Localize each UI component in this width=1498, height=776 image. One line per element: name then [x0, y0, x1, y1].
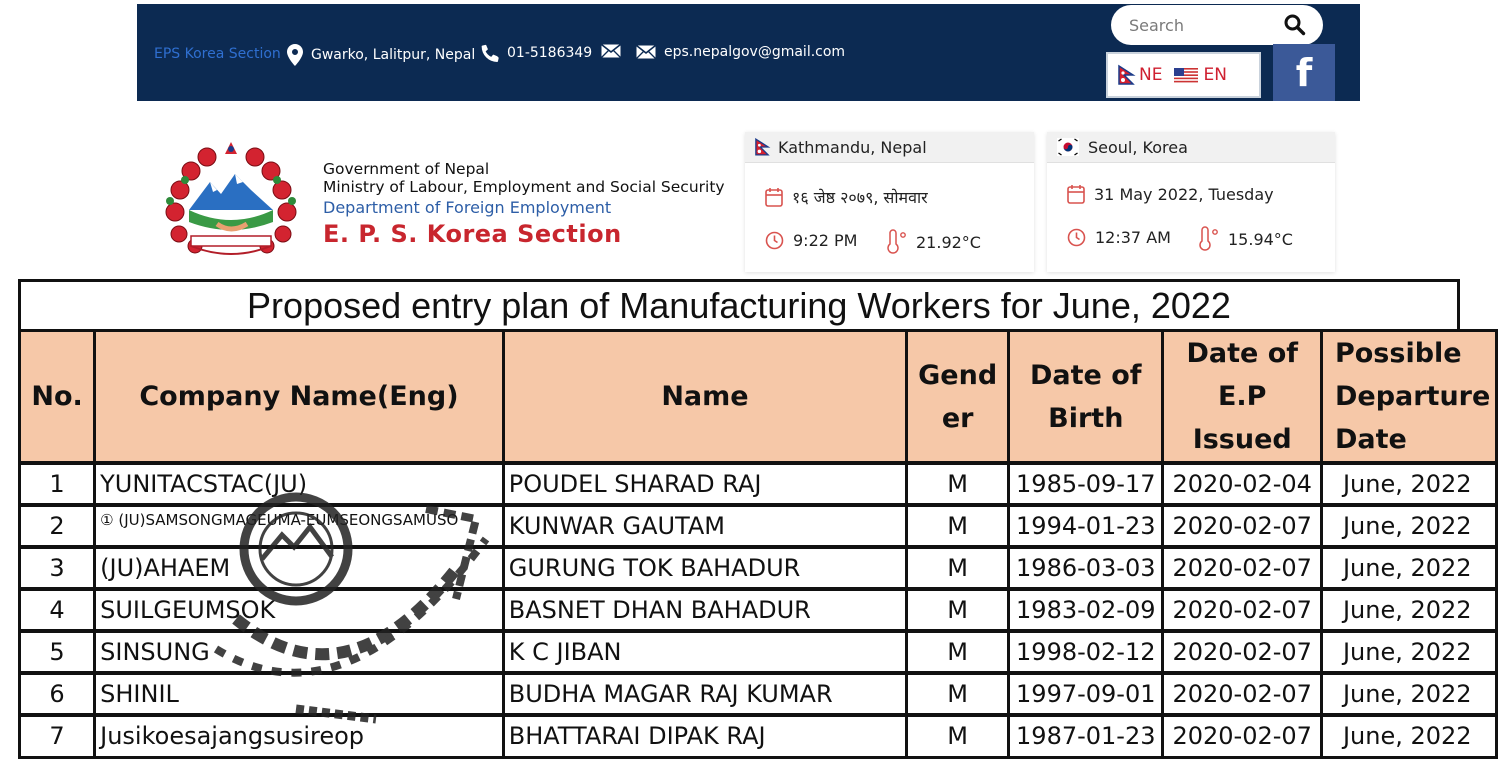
row-no: 6	[20, 673, 95, 715]
row-ep-issued: 2020-02-07	[1163, 505, 1322, 547]
column-header-ep-issued: Date of E.P Issued	[1163, 331, 1322, 464]
column-header-no: No.	[20, 331, 95, 464]
row-gender: M	[907, 505, 1009, 547]
clock-icon	[765, 231, 784, 250]
row-no: 3	[20, 547, 95, 589]
search-box	[1111, 5, 1323, 45]
facebook-button[interactable]	[1273, 44, 1335, 101]
temperature-text: 21.92°C	[916, 232, 981, 252]
row-departure: June, 2022	[1321, 715, 1496, 757]
entry-plan-document	[16, 279, 1491, 776]
nepal-government-emblem	[155, 138, 307, 270]
time-row	[1067, 228, 1171, 247]
date-text: 31 May 2022, Tuesday	[1094, 184, 1274, 204]
table-row	[20, 715, 1497, 757]
mail-icon	[636, 45, 656, 59]
card-header	[1047, 132, 1335, 163]
phone-info	[481, 44, 592, 62]
table-row	[20, 463, 1497, 505]
row-name: BUDHA MAGAR RAJ KUMAR	[503, 673, 906, 715]
row-dob: 1983-02-09	[1009, 589, 1163, 631]
language-en-button[interactable]	[1174, 65, 1226, 85]
card-header	[745, 132, 1034, 163]
time-text: 12:37 AM	[1095, 228, 1171, 247]
mail-icon-only	[601, 44, 621, 58]
document-title: Proposed entry plan of Manufacturing Workers for June, 2022	[18, 279, 1460, 329]
thermometer-icon	[885, 231, 907, 253]
table-row	[20, 673, 1497, 715]
row-dob: 1994-01-23	[1009, 505, 1163, 547]
column-header-gender: Gend er	[907, 331, 1009, 464]
row-company: SUILGEUMSOK	[95, 589, 504, 631]
entry-plan-table	[18, 329, 1498, 759]
government-label: Government of Nepal	[323, 160, 490, 178]
language-ne-label: NE	[1139, 65, 1163, 85]
city-label: Seoul, Korea	[1088, 137, 1188, 157]
temperature-text: 15.94°C	[1228, 229, 1293, 249]
time-row	[765, 231, 857, 250]
nepal-flag-icon	[1118, 65, 1134, 85]
temperature-row	[1197, 228, 1293, 250]
row-company: SHINIL	[95, 673, 504, 715]
location-pin-icon	[287, 44, 303, 66]
table-header-row	[20, 331, 1497, 464]
email-text: eps.nepalgov@gmail.com	[664, 44, 846, 60]
row-dob: 1997-09-01	[1009, 673, 1163, 715]
column-header-dob: Date of Birth	[1009, 331, 1163, 464]
city-label: Kathmandu, Nepal	[778, 137, 927, 157]
language-switcher	[1106, 52, 1261, 98]
row-gender: M	[907, 547, 1009, 589]
seoul-clock-card	[1047, 132, 1335, 272]
column-header-company: Company Name(Eng)	[95, 331, 504, 464]
row-departure: June, 2022	[1321, 463, 1496, 505]
column-header-name: Name	[503, 331, 906, 464]
row-departure: June, 2022	[1321, 589, 1496, 631]
row-name: BHATTARAI DIPAK RAJ	[503, 715, 906, 757]
row-name: POUDEL SHARAD RAJ	[503, 463, 906, 505]
email-info[interactable]	[636, 44, 845, 60]
row-company: (JU)AHAEM	[95, 547, 504, 589]
row-departure: June, 2022	[1321, 631, 1496, 673]
date-row	[765, 186, 928, 208]
row-no: 4	[20, 589, 95, 631]
department-label: Department of Foreign Employment	[323, 198, 612, 217]
row-company: YUNITACSTAC(JU)	[95, 463, 504, 505]
mail-icon	[601, 44, 621, 58]
language-ne-button[interactable]	[1118, 65, 1162, 85]
row-company: SINSUNG	[95, 631, 504, 673]
korea-flag-icon	[1057, 138, 1079, 156]
row-ep-issued: 2020-02-07	[1163, 673, 1322, 715]
date-text: १६ जेष्ठ २०७९, सोमवार	[792, 188, 928, 207]
row-departure: June, 2022	[1321, 547, 1496, 589]
calendar-icon	[1067, 184, 1085, 204]
us-flag-icon	[1174, 68, 1198, 83]
row-departure: June, 2022	[1321, 673, 1496, 715]
row-company: ① (JU)SAMSONGMAGEUMA-EUMSEONGSAMUSO	[95, 505, 504, 547]
date-row	[1067, 184, 1274, 204]
column-header-departure: Possible Departure Date	[1321, 331, 1496, 464]
row-ep-issued: 2020-02-04	[1163, 463, 1322, 505]
temperature-row	[885, 231, 981, 253]
row-name: K C JIBAN	[503, 631, 906, 673]
kathmandu-clock-card	[745, 132, 1034, 272]
thermometer-icon	[1197, 228, 1219, 250]
row-company: Jusikoesajangsusireop	[95, 715, 504, 757]
section-title: E. P. S. Korea Section	[323, 220, 622, 248]
row-dob: 1987-01-23	[1009, 715, 1163, 757]
row-ep-issued: 2020-02-07	[1163, 631, 1322, 673]
row-no: 7	[20, 715, 95, 757]
row-dob: 1998-02-12	[1009, 631, 1163, 673]
nepal-flag-icon	[755, 138, 769, 156]
search-icon[interactable]	[1284, 14, 1305, 35]
language-en-label: EN	[1203, 65, 1227, 85]
row-gender: M	[907, 631, 1009, 673]
time-text: 9:22 PM	[793, 231, 858, 250]
row-name: KUNWAR GAUTAM	[503, 505, 906, 547]
table-row	[20, 547, 1497, 589]
row-no: 5	[20, 631, 95, 673]
top-bar	[137, 4, 1360, 101]
facebook-icon: f	[1295, 50, 1313, 95]
row-departure: June, 2022	[1321, 505, 1496, 547]
search-input[interactable]	[1129, 14, 1279, 36]
address-text: Gwarko, Lalitpur, Nepal	[311, 47, 476, 63]
table-row	[20, 631, 1497, 673]
row-gender: M	[907, 673, 1009, 715]
phone-icon	[481, 44, 499, 62]
calendar-icon	[765, 187, 783, 207]
eps-korea-section-link[interactable]: EPS Korea Section	[154, 46, 281, 62]
row-gender: M	[907, 589, 1009, 631]
organization-title	[323, 160, 725, 248]
row-name: GURUNG TOK BAHADUR	[503, 547, 906, 589]
address-info	[287, 44, 475, 66]
row-dob: 1986-03-03	[1009, 547, 1163, 589]
row-gender: M	[907, 463, 1009, 505]
row-ep-issued: 2020-02-07	[1163, 589, 1322, 631]
row-no: 2	[20, 505, 95, 547]
row-no: 1	[20, 463, 95, 505]
clock-icon	[1067, 228, 1086, 247]
row-gender: M	[907, 715, 1009, 757]
row-ep-issued: 2020-02-07	[1163, 547, 1322, 589]
row-dob: 1985-09-17	[1009, 463, 1163, 505]
table-row	[20, 505, 1497, 547]
table-row	[20, 589, 1497, 631]
row-name: BASNET DHAN BAHADUR	[503, 589, 906, 631]
phone-text: 01-5186349	[507, 45, 593, 61]
row-ep-issued: 2020-02-07	[1163, 715, 1322, 757]
ministry-label: Ministry of Labour, Employment and Social Security	[323, 178, 725, 196]
